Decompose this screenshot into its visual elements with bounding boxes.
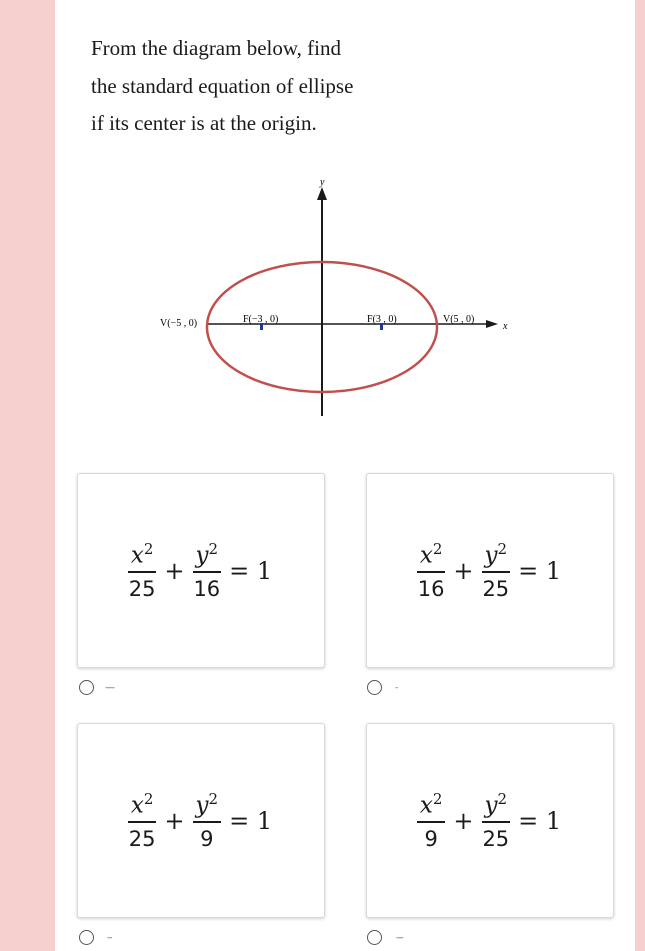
left-focus-label: F(−3 , 0) — [243, 314, 279, 325]
left-page-margin — [0, 0, 55, 951]
right-focus-label: F(3 , 0) — [367, 314, 397, 325]
option-card-4[interactable] — [366, 723, 614, 918]
question-line-2: the standard equation of ellipse — [91, 73, 354, 98]
y-axis-arrow — [317, 187, 327, 200]
x-axis-label: x — [503, 321, 508, 332]
option-card-2[interactable] — [366, 473, 614, 668]
option-1-formula: $\frac{x^2}{25}$ + $\frac{y^2}{16}$ = 1 — [128, 539, 273, 602]
x-axis-arrow — [486, 320, 498, 328]
ellipse-diagram — [150, 175, 520, 425]
option-2-label: - — [395, 683, 398, 693]
option-card-1[interactable] — [77, 473, 325, 668]
option-2-radio[interactable] — [367, 680, 382, 695]
question-text — [91, 30, 353, 143]
option-2-formula: $\frac{x^2}{16}$ + $\frac{y^2}{25}$ = 1 — [417, 539, 562, 602]
option-3-radio[interactable] — [79, 930, 94, 945]
right-page-margin — [635, 0, 645, 951]
option-card-3[interactable] — [77, 723, 325, 918]
option-4-formula: $\frac{x^2}{9}$ + $\frac{y^2}{25}$ = 1 — [367, 724, 613, 917]
right-vertex-label: V(5 , 0) — [443, 314, 475, 325]
option-3-formula: $\frac{x^2}{25}$ + $\frac{y^2}{9}$ = 1 — [128, 789, 273, 852]
question-line-1: From the diagram below, find — [91, 36, 342, 60]
option-1-label: ---- — [105, 683, 114, 693]
question-line-3: if its center is at the origin. — [91, 111, 317, 135]
left-vertex-label: V(−5 , 0) — [160, 318, 198, 329]
option-4-label: --- — [396, 933, 403, 943]
option-1-radio[interactable] — [79, 680, 94, 695]
option-3-label: -- — [107, 933, 112, 943]
y-axis-label: y — [320, 177, 325, 188]
option-4-radio[interactable] — [367, 930, 382, 945]
